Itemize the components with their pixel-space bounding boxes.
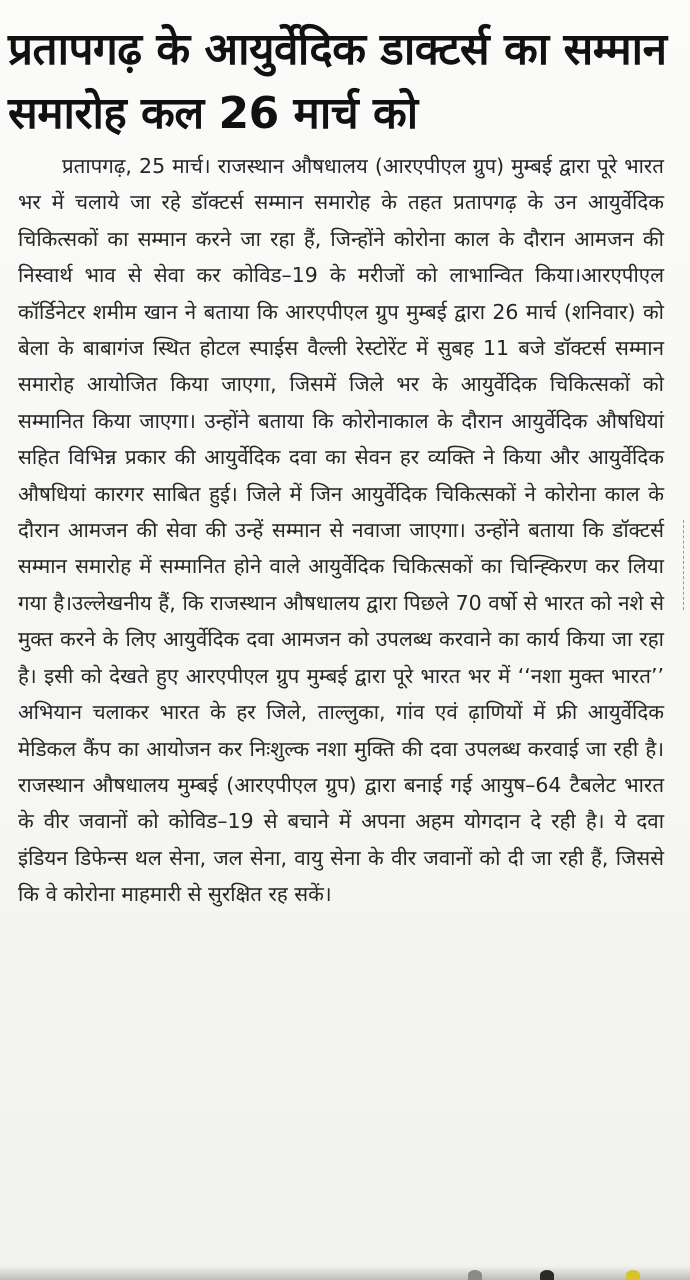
paper-bottom-edge: [0, 1266, 690, 1280]
edge-dot-dark: [540, 1270, 554, 1280]
edge-dot-yellow: [626, 1270, 640, 1280]
article-headline: प्रतापगढ़ के आयुर्वेदिक डाक्टर्स का सम्मान समारोह कल 26 मार्च को: [8, 24, 667, 139]
article-body: प्रतापगढ़, 25 मार्च। राजस्थान औषधालय (आरएपीएल ग्रुप) मुम्बई द्वारा पूरे भारत भर में चलाये जा रहे डॉक्टर्स सम्मान समारोह के तहत प्रतापगढ़ के उन आयुर्वेदिक चिकित्सकों का सम्मान करने जा रहा हैं, जिन्होंने कोरोना काल के दौरान आमजन की निस्वार्थ भाव से सेवा कर कोविड–19 के मरीजों को लाभान्वित किया।आरएपीएल कॉर्डिनेटर शमीम खान ने बताया कि आरएपीएल ग्रुप मुम्बई द्वारा 26 मार्च (शनिवार) को बेला के बाबागंज स्थित होटल स्पाईस वैल्ली रेस्टोरेंट में सुबह 11 बजे डॉक्टर्स सम्मान समारोह आयोजित किया जाएगा, जिसमें जिले भर के आयुर्वेदिक चिकित्सकों को सम्मानित किया जाएगा। उन्होंने बताया कि कोरोनाकाल के दौरान आयुर्वेदिक औषधियां सहित विभिन्न प्रकार की आयुर्वेदिक दवा का सेवन हर व्यक्ति ने किया और आयुर्वेदिक औषधियां कारगर साबित हुई। जिले में जिन आयुर्वेदिक चिकित्सकों ने कोरोना काल के दौरान आमजन की सेवा की उन्हें सम्मान से नवाजा जाएगा। उन्होंने बताया कि डॉक्टर्स सम्मान समारोह में सम्मानित होने वाले आयुर्वेदिक चिकित्सकों का चिन्ह्किरण कर लिया गया है।उल्लेखनीय हैं, कि राजस्थान औषधालय द्वारा पिछले 70 वर्षो से भारत को नशे से मुक्त करने के लिए आयुर्वेदिक दवा आमजन को उपलब्ध करवाने का कार्य किया जा रहा है। इसी को देखते हुए आरएपीएल ग्रुप मुम्बई द्वारा पूरे भारत भर में ‘‘नशा मुक्त भारत’’ अभियान चलाकर भारत के हर जिले, ताल्लुका, गांव एवं ढ़ाणियों में फ्री आयुर्वेदिक मेडिकल कैंप का आयोजन कर निःशुल्क नशा मुक्ति की दवा उपलब्ध करवाई जा रही है। राजस्थान औषधालय मुम्बई (आरएपीएल ग्रुप) द्वारा बनाई गई आयुष–64 टैबलेट भारत के वीर जवानों को कोविड–19 से बचाने में अपना अहम योगदान दे रही है। ये दवा इंडियन डिफेन्स थल सेना, जल सेना, वायु सेना के वीर जवानों को दी जा रही हैं, जिससे कि वे कोरोना माहमारी से सुरक्षित रह सकें।: [18, 154, 664, 907]
fold-marks: [683, 520, 690, 610]
edge-dot-gray: [468, 1270, 482, 1280]
